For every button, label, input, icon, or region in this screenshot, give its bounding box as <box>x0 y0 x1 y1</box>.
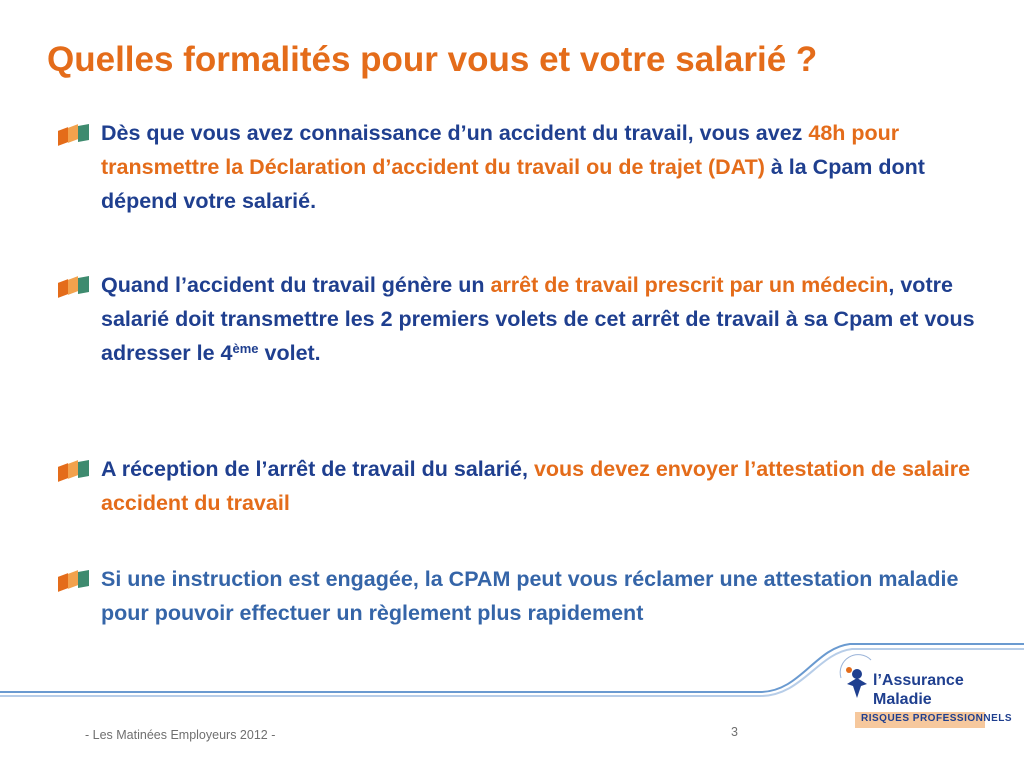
bullet-text-part: à la Cpam dont dépend votre salarié. <box>101 155 925 213</box>
bullet-text <box>101 121 925 213</box>
book-bullet-icon <box>58 570 92 590</box>
superscript: ème <box>232 341 259 356</box>
bullet-text: Si une instruction est engagée, la CPAM peut vous réclamer une attestation maladie pour pouvoir effectuer un règlement plus rapidement <box>101 567 959 625</box>
logo-line-2: Maladie <box>873 691 932 708</box>
logo-line-1: l’Assurance <box>873 672 964 689</box>
logo-band-text: RISQUES PROFESSIONNELS <box>861 713 1013 724</box>
bullet-highlight: 48h pour transmettre la Déclaration d’accident du travail ou de trajet (DAT) <box>101 121 900 179</box>
footer-event: - Les Matinées Employeurs 2012 - <box>85 728 276 742</box>
bullet-text-part: , votre salarié doit transmettre les 2 premiers volets de cet arrêt de travail à sa Cpam et vous adresser le 4 <box>101 273 975 365</box>
book-bullet-icon <box>58 276 92 296</box>
slide-title: Quelles formalités pour vous et votre salarié ? <box>47 40 818 79</box>
bullet-highlight: arrêt de travail prescrit par un médecin <box>490 273 889 297</box>
bullet-1 <box>58 116 978 218</box>
bullet-text-part: volet. <box>258 341 321 365</box>
logo-band <box>855 712 1013 728</box>
book-bullet-icon <box>58 460 92 480</box>
bullet-4 <box>58 562 978 630</box>
emblem-icon <box>835 648 875 708</box>
bullet-2 <box>58 268 978 370</box>
bullet-highlight: vous devez envoyer l’attestation de salaire accident du travail <box>101 457 971 515</box>
bullet-text <box>101 273 975 365</box>
bullet-text-part: Dès que vous avez connaissance d’un accident du travail, vous avez <box>101 121 809 145</box>
bullet-text <box>101 457 970 515</box>
bullet-text-part: A réception de l’arrêt de travail du salarié, <box>101 457 534 481</box>
assurance-maladie-logo <box>833 646 1013 736</box>
bullet-text-part: Quand l’accident du travail génère un <box>101 273 491 297</box>
book-bullet-icon <box>58 124 92 144</box>
page-number: 3 <box>731 725 738 739</box>
bullet-3 <box>58 452 978 520</box>
